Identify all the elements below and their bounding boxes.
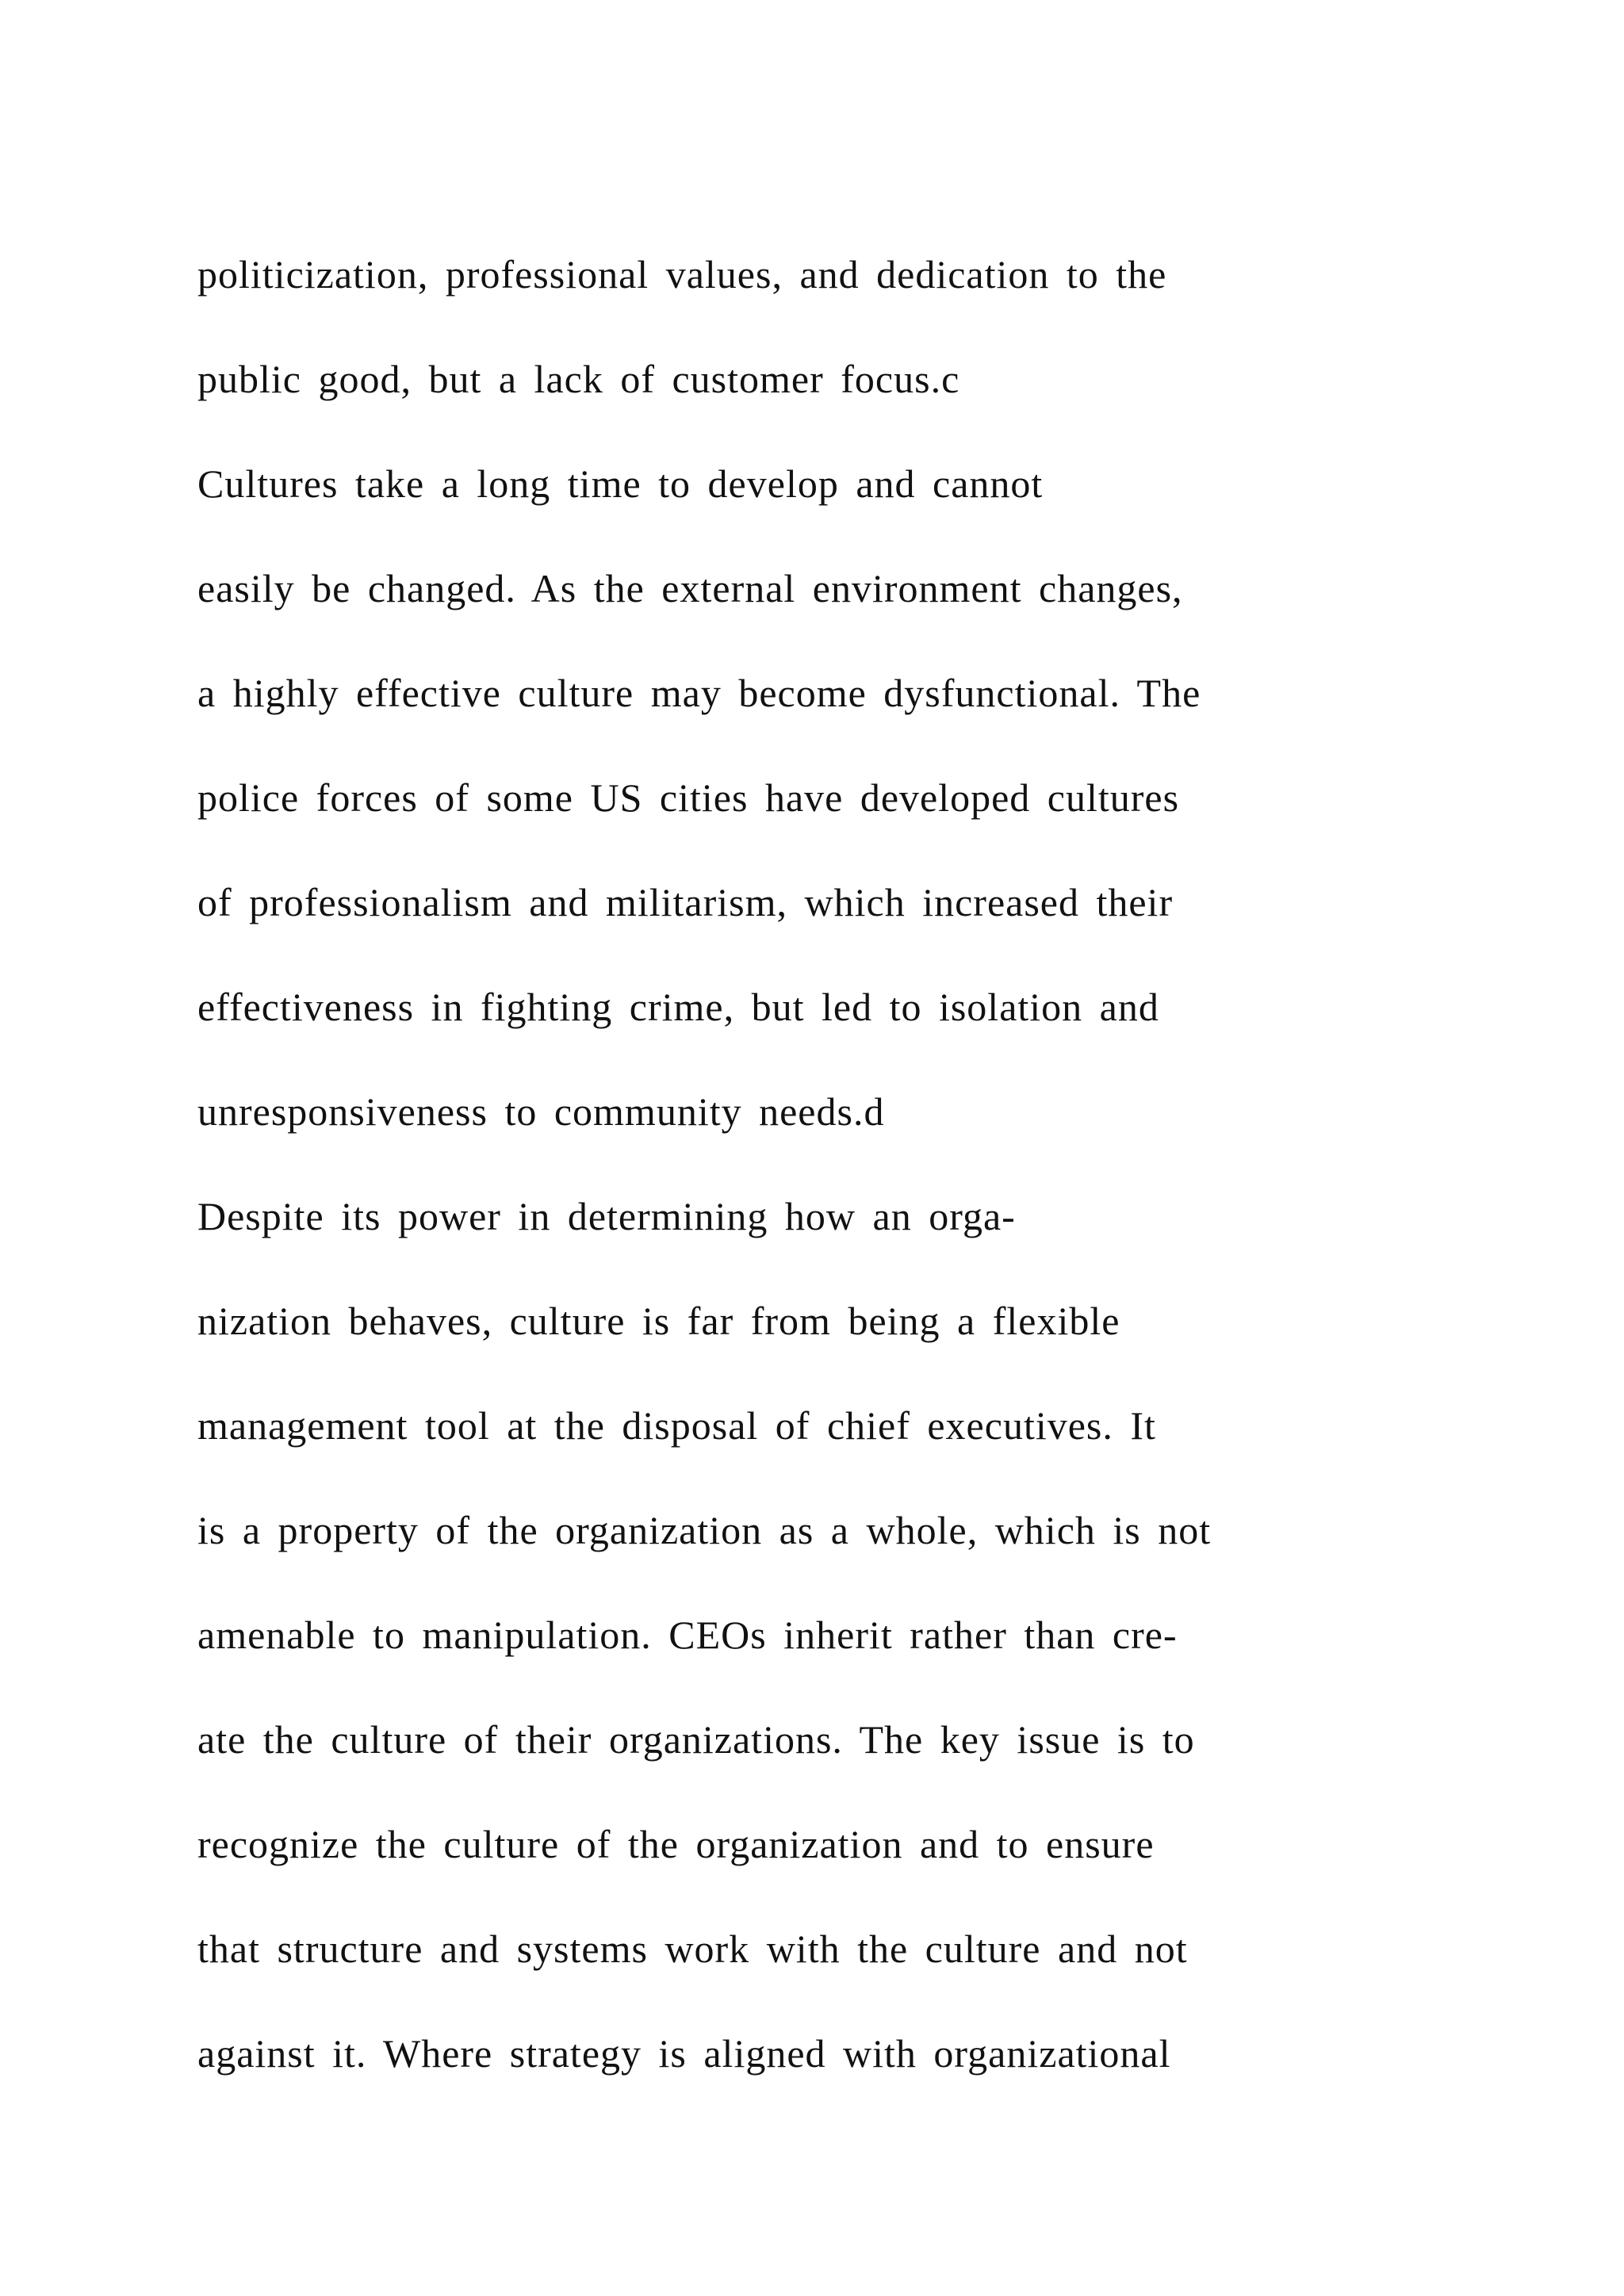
text-line: is a property of the organization as a whole, which is not bbox=[197, 1508, 1212, 1552]
text-line: nization behaves, culture is far from being a flexible bbox=[197, 1299, 1120, 1343]
text-line: amenable to manipulation. CEOs inherit rather than cre- bbox=[197, 1613, 1178, 1657]
text-line: effectiveness in fighting crime, but led to isolation and bbox=[197, 985, 1159, 1029]
text-line: a highly effective culture may become dysfunctional. The bbox=[197, 671, 1201, 715]
text-line: ate the culture of their organizations. The key issue is to bbox=[197, 1717, 1195, 1762]
text-line: management tool at the disposal of chief executives. It bbox=[197, 1403, 1156, 1448]
text-line: unresponsiveness to community needs.d bbox=[197, 1089, 885, 1134]
text-line: police forces of some US cities have developed cultures bbox=[197, 775, 1180, 820]
text-line: against it. Where strategy is aligned with organizational bbox=[197, 2031, 1171, 2076]
text-line: Cultures take a long time to develop and cannot bbox=[197, 461, 1044, 506]
text-line: public good, but a lack of customer focus.c bbox=[197, 357, 960, 401]
text-line: easily be changed. As the external environment changes, bbox=[197, 566, 1183, 610]
text-line: that structure and systems work with the culture and not bbox=[197, 1927, 1188, 1971]
text-line: of professionalism and militarism, which increased their bbox=[197, 880, 1174, 924]
text-line: recognize the culture of the organization and to ensure bbox=[197, 1822, 1155, 1866]
body-text bbox=[197, 243, 1561, 2126]
text-line: politicization, professional values, and dedication to the bbox=[197, 252, 1167, 297]
text-line: Despite its power in determining how an orga- bbox=[197, 1194, 1016, 1238]
